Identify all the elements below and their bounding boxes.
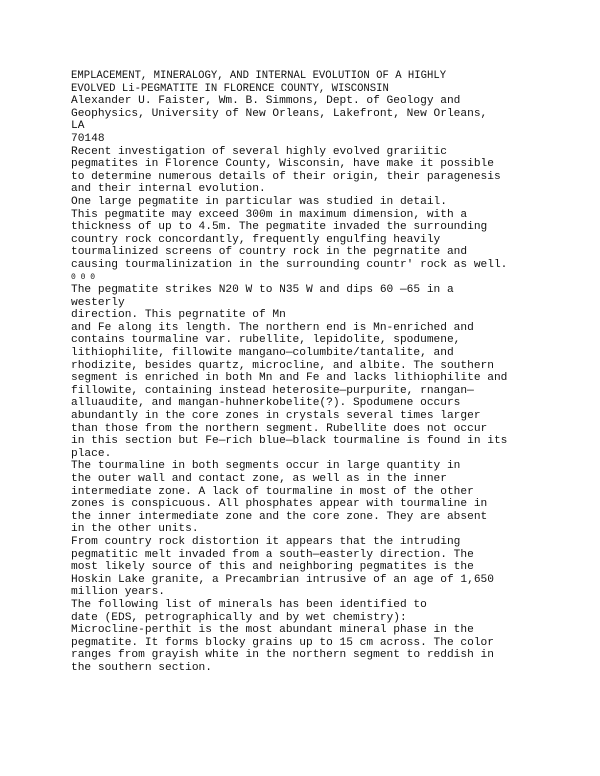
body-line: This pegmatite may exceed 300m in maximum dimension, with a bbox=[71, 208, 468, 221]
body-line: The tourmaline in both segments occur in large quantity in bbox=[71, 460, 461, 473]
body-line: The pegmatite strikes N20 W to N35 W and dips 60 —65 in a bbox=[71, 284, 454, 297]
body-line: tourmalinized screens of country rock in the pegrnatite and bbox=[71, 246, 468, 259]
body-line: and Fe along its length. The northern end is Mn-enriched and bbox=[71, 321, 474, 334]
body-line: Hoskin Lake granite, a Precambrian intrusive of an age of 1,650 bbox=[71, 573, 494, 586]
body-line: pegmatite. It forms blocky grains up to 15 cm across. The color bbox=[71, 636, 494, 649]
body-line: direction. This pegrnatite of Mn bbox=[71, 309, 286, 322]
body-line: causing tourmalinization in the surrounding countr' rock as well. bbox=[71, 258, 508, 271]
body-line: Recent investigation of several highly evolved grariitic bbox=[71, 145, 447, 158]
body-line: and their internal evolution. bbox=[71, 183, 266, 196]
body-line: country rock concordantly, frequently engulfing heavily bbox=[71, 233, 441, 246]
author-line: Geophysics, University of New Orleans, Lakefront, New Orleans, bbox=[71, 107, 488, 120]
body-line: intermediate zone. A lack of tourmaline in most of the other bbox=[71, 485, 474, 498]
body-line: pegmatitic melt invaded from a south—easterly direction. The bbox=[71, 548, 474, 561]
body-line: abundantly in the core zones in crystals several times larger bbox=[71, 410, 481, 423]
body-line: contains tourmaline var. rubellite, lepidolite, spodumene, bbox=[71, 334, 461, 347]
title-line: EMPLACEMENT, MINERALOGY, AND INTERNAL EVOLUTION OF A HIGHLY bbox=[71, 70, 447, 82]
body-line: in this section but Fe—rich blue—black tourmaline is found in its bbox=[71, 435, 508, 448]
body-line: than those from the northern segment. Rubellite does not occur bbox=[71, 422, 488, 435]
body-line: million years. bbox=[71, 586, 165, 599]
body-line: most likely source of this and neighboring pegmatites is the bbox=[71, 561, 474, 574]
body-line: 0 0 0 bbox=[71, 272, 96, 282]
body-line: thickness of up to 4.5m. The pegmatite invaded the surrounding bbox=[71, 221, 488, 234]
body-line: to determine numerous details of their origin, their paragenesis bbox=[71, 170, 501, 183]
body-line: alluaudite, and mangan-huhnerkobelite(?). Spodumene occurs bbox=[71, 397, 461, 410]
body-line: the outer wall and contact zone, as well as in the inner bbox=[71, 473, 447, 485]
body-line: segment is enriched in both Mn and Fe and lacks lithiophilite and bbox=[71, 372, 508, 385]
author-line: LA bbox=[71, 120, 85, 133]
body-line: place. bbox=[71, 447, 112, 460]
author-line: 70148 bbox=[71, 132, 105, 145]
body-line: the inner intermediate zone and the core zone. They are absent bbox=[71, 510, 488, 523]
body-line: westerly bbox=[71, 296, 125, 309]
author-line: Alexander U. Faister, Wm. B. Simmons, Dept. of Geology and bbox=[71, 95, 461, 108]
body-line: fillowite, containing instead heterosite—purpurite, rnangan— bbox=[71, 384, 474, 397]
body-line: in the other units. bbox=[71, 523, 199, 536]
body-line: Microcline-perthit is the most abundant mineral phase in the bbox=[71, 624, 474, 637]
body-line: the southern section. bbox=[71, 661, 212, 674]
document-page bbox=[71, 70, 591, 675]
body-line: pegmatites in Florence County, Wisconsin, have make it possible bbox=[71, 158, 494, 171]
body-line: date (EDS, petrographically and by wet chemistry): bbox=[71, 611, 407, 624]
body-line: zones is conspicuous. All phosphates appear with tourmaline in bbox=[71, 498, 488, 511]
body-line: rhodizite, besides quartz, microcline, and albite. The southern bbox=[71, 359, 494, 372]
title-line: EVOLVED Li-PEGMATITE IN FLORENCE COUNTY, WISCONSIN bbox=[71, 82, 389, 95]
body-line: lithiophilite, fillowite mangano—columbite/tantalite, and bbox=[71, 347, 454, 360]
body-line: ranges from grayish white in the northern segment to reddish in bbox=[71, 649, 494, 662]
body-line: The following list of minerals has been identified to bbox=[71, 598, 427, 611]
body-line: From country rock distortion it appears that the intruding bbox=[71, 535, 461, 548]
body-line: One large pegmatite in particular was studied in detail. bbox=[71, 195, 447, 208]
